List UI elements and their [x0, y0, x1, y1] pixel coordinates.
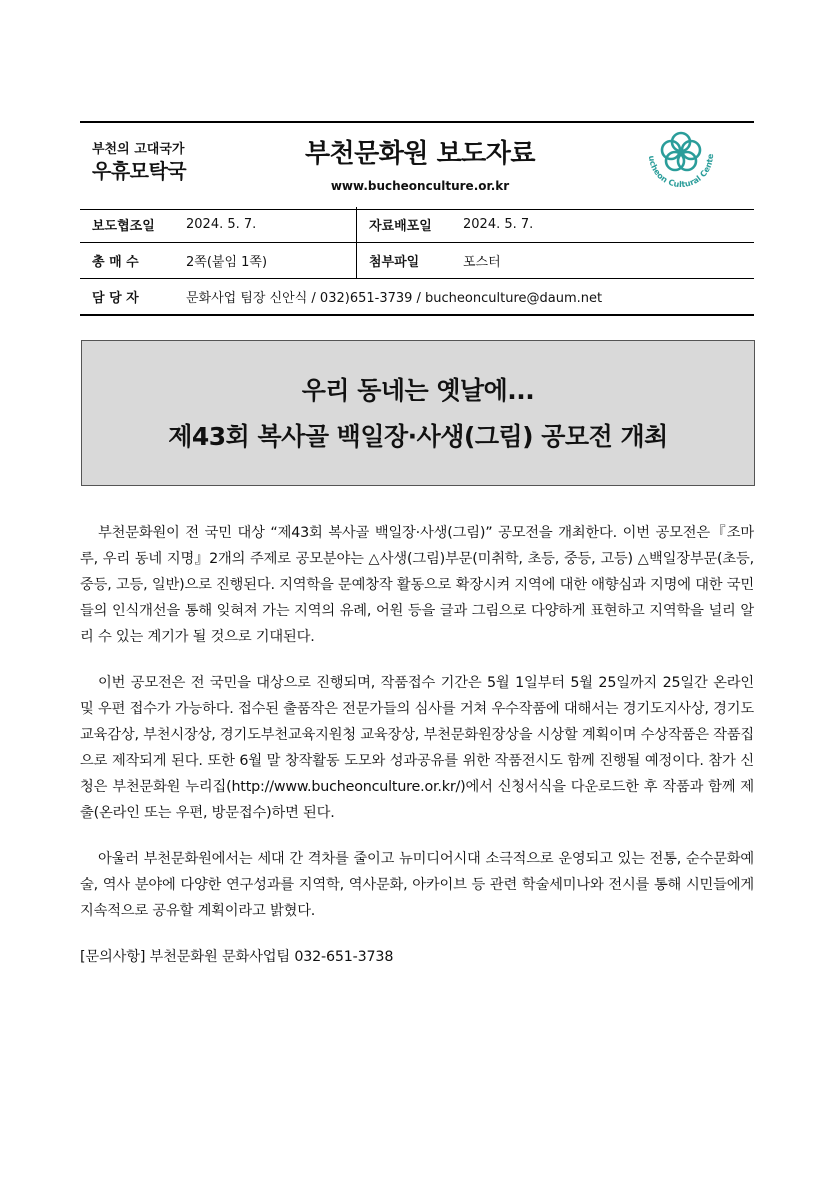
- headline-box: [81, 340, 755, 486]
- contact-label: 담 당 자: [80, 279, 182, 316]
- headline-line-1: 우리 동네는 옛날에...: [301, 376, 535, 405]
- website-url: www.bucheonculture.or.kr: [330, 179, 510, 193]
- distribution-date: 2024. 5. 7.: [459, 207, 754, 243]
- inquiry-line: [문의사항] 부천문화원 문화사업팀 032-651-3738: [80, 949, 394, 965]
- paragraph-1: 부천문화원이 전 국민 대상 “제43회 복사골 백일장·사생(그림)” 공모전을 개최한다. 이번 공모전은『조마루, 우리 동네 지명』2개의 주제로 공모분야는 △사생(그림)부문(미취학, 초등, 중등, 고등) △백일장부문(초등, 중등, 고등, 일반)으로 진행된다. 지역학을 문예창작 활동으로 확장시켜 지역에 대한 애향심과 지명에 대한 국민들의 인식개선을 통해 잊혀져 가는 지역의 유례, 어원 등을 글과 그림으로 다양하게 표현하고 지역학을 널리 알리 수 있는 계기가 될 것으로 기대된다.: [80, 525, 754, 645]
- contact-person: 문화사업 팀장 신안식 / 032)651-3739 / bucheonculture@daum.net: [182, 279, 754, 316]
- attachment: 포스터: [459, 243, 754, 279]
- cooperation-date: 2024. 5. 7.: [182, 207, 357, 243]
- info-row-dates: [80, 207, 754, 243]
- press-release-title: 부천문화원 보도자료: [304, 139, 536, 169]
- paragraph-3: 아울러 부천문화원에서는 세대 간 격차를 줄이고 뉴미디어시대 소극적으로 운영되고 있는 전통, 순수문화예술, 역사 분야에 다양한 연구성과를 지역학, 역사문화, 아카이브 등 관련 학술세미나와 전시를 통해 시민들에게 지속적으로 공유할 계획이라고 밝혔다.: [80, 851, 754, 919]
- cultural-center-logo-icon: [636, 129, 726, 205]
- info-row-contact: [80, 279, 754, 316]
- paragraph-2: 이번 공모전은 전 국민을 대상으로 진행되며, 작품접수 기간은 5월 1일부터 5월 25일까지 25일간 온라인 및 우편 접수가 가능하다. 접수된 출품작은 전문가들의 심사를 거쳐 우수작품에 대해서는 경기도지사상, 경기도교육감상, 부천시장상, 경기도부천교육지원청 교육장상, 부천문화원장상을 시상할 계획이며 수상작품은 작품집으로 제작되게 된다. 또한 6월 말 창작활동 도모와 성과공유를 위한 작품전시도 함께 진행될 예정이다. 참가 신청은 부천문화원 누리집(http://www.bucheonculture.or.kr/)에서 신청서식을 다운로드한 후 작품과 함께 제출(온라인 또는 우편, 방문접수)하면 된다.: [80, 675, 754, 821]
- total-pages-label: 총 매 수: [80, 243, 182, 279]
- distribution-date-label: 자료배포일: [357, 207, 460, 243]
- headline-line-2: 제43회 복사골 백일장·사생(그림) 공모전 개최: [168, 422, 668, 451]
- total-pages: 2쪽(붙임 1쪽): [182, 243, 357, 279]
- cooperation-date-label: 보도협조일: [80, 207, 182, 243]
- info-table: [80, 207, 754, 316]
- slogan-small: 부천의 고대국가: [92, 142, 185, 157]
- attachment-label: 첨부파일: [357, 243, 460, 279]
- info-row-pages: [80, 243, 754, 279]
- slogan-big: 우휴모탁국: [92, 159, 187, 183]
- press-header: [80, 121, 754, 210]
- logo-text: ucheon Cultural Cente: [646, 153, 716, 190]
- article-body: [80, 520, 754, 970]
- cultural-center-logo: [636, 129, 726, 205]
- slogan: [92, 141, 186, 183]
